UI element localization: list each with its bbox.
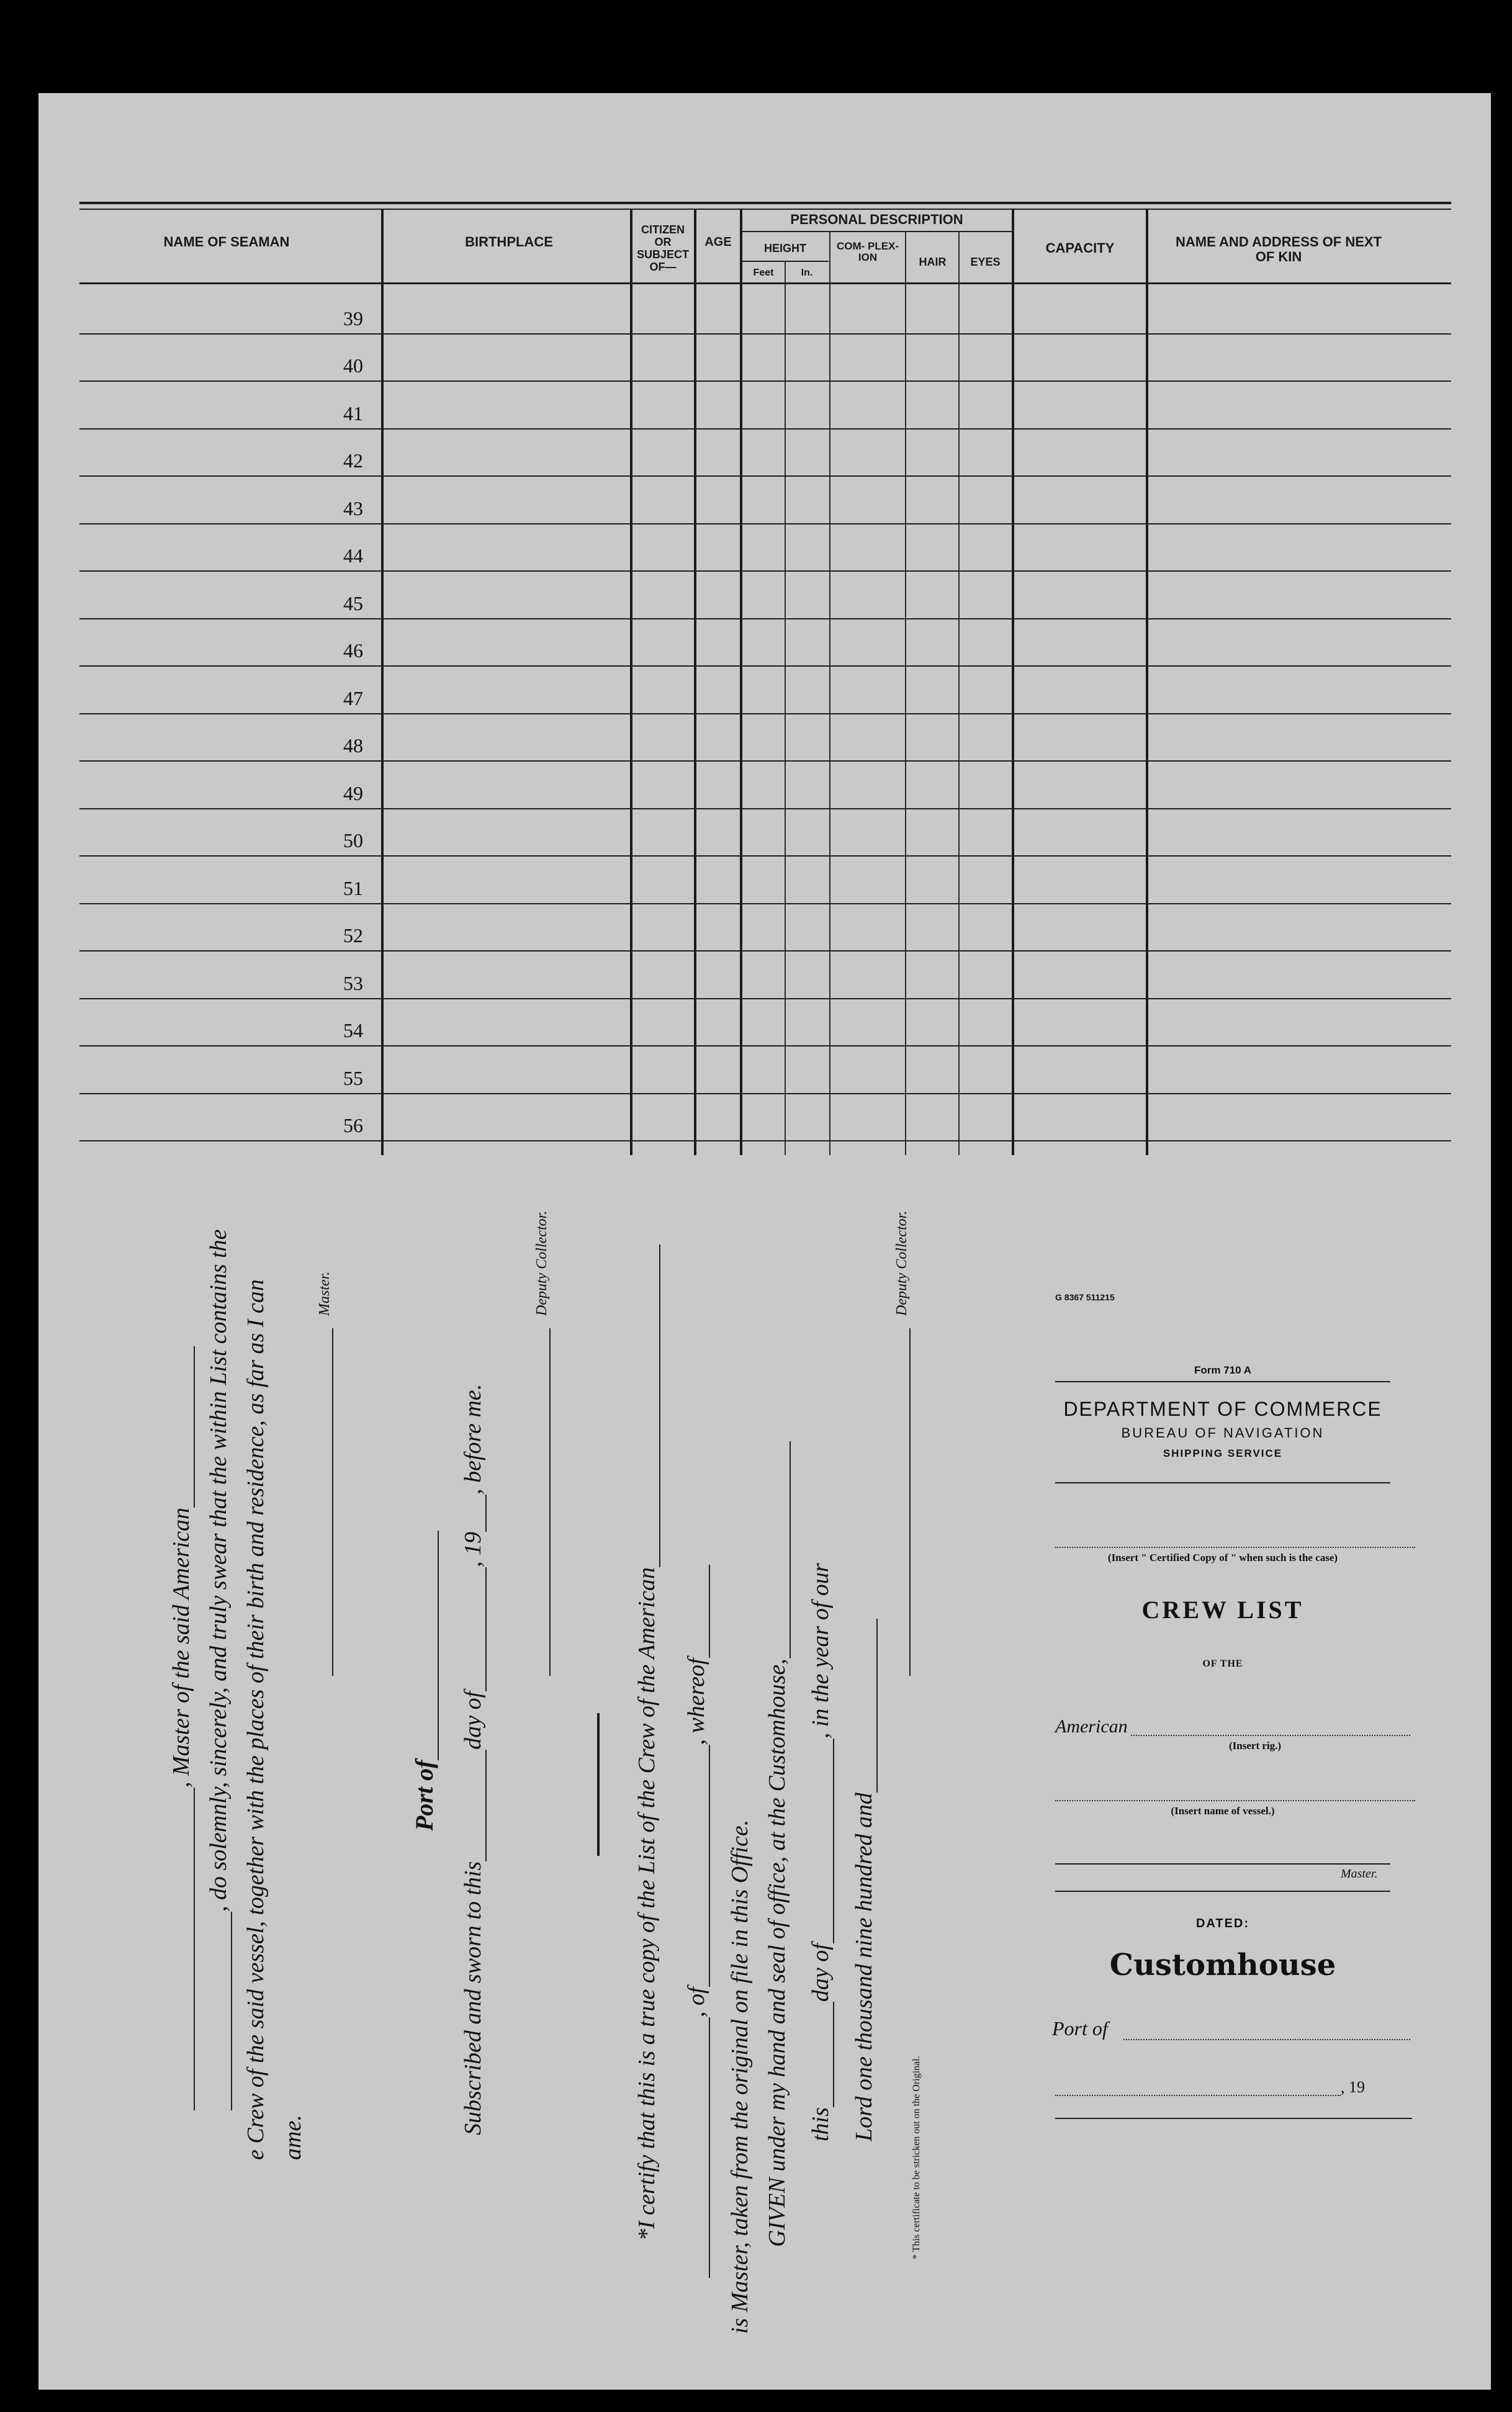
col-divider: [785, 261, 786, 1155]
customhouse-title: Customhouse: [1109, 1948, 1336, 1982]
table-row: [79, 333, 1451, 335]
header-capacity: CAPACITY: [1045, 240, 1115, 256]
table-row: [79, 903, 1451, 904]
cert-text-3: is Master, taken from the original on file in this Office.: [727, 1819, 753, 2334]
row-number: 44: [343, 544, 363, 567]
form-rule: [1055, 1381, 1390, 1382]
row-number: 46: [343, 639, 363, 662]
subscribed-text: Subscribed and sworn to this: [460, 1861, 486, 2135]
table-top-rule-2: [79, 209, 1451, 210]
dated-label: DATED:: [1195, 1917, 1250, 1930]
cert-text-5: this: [808, 2107, 834, 2141]
col-divider: [829, 231, 830, 1155]
header-name: NAME OF SEAMAN: [163, 234, 290, 250]
row-number: 55: [343, 1066, 363, 1089]
port-line[interactable]: [1123, 2039, 1410, 2040]
oath-text-1: , Master of the said American: [168, 1507, 194, 1788]
cert-text-2: , of: [683, 1987, 709, 2017]
oath-line-4: [279, 2115, 307, 2160]
oath-line-2: [205, 1230, 232, 2110]
row-number: 49: [343, 781, 363, 804]
row-number: 52: [343, 924, 363, 947]
cert-footnote: [911, 2056, 922, 2259]
row-number: 43: [343, 497, 363, 520]
day-of-text: day of: [460, 1691, 486, 1750]
row-number: 40: [343, 354, 363, 377]
insert-certified-note: (Insert " Certified Copy of " when such is the case): [1107, 1552, 1338, 1564]
table-row: [79, 808, 1451, 809]
table-row: [79, 1045, 1451, 1046]
before-me-text: , before me.: [460, 1384, 486, 1495]
cert-text-6: Lord one thousand nine hundred and: [851, 1793, 877, 2141]
oath-text-3: e Crew of the said vessel, together with the places of their birth and residence, as far as I can: [243, 1279, 269, 2160]
table-row: [79, 760, 1451, 762]
col-divider: [958, 231, 960, 1155]
oath-line-1: [168, 1346, 195, 2110]
crew-list-title: CREW LIST: [1141, 1596, 1304, 1624]
cert-text-5b: day of: [808, 1943, 834, 2002]
row-number: 47: [343, 686, 363, 709]
row-number: 39: [343, 307, 363, 330]
cert-text-1: *I certify that this is a true copy of the List of the Crew of the American: [634, 1567, 660, 2241]
table-row: [79, 618, 1451, 619]
cover-nineteen: , 19: [1341, 2078, 1365, 2096]
separator-bar: [597, 1713, 600, 1856]
of-the: OF THE: [1202, 1658, 1243, 1669]
print-code: G 8367 511215: [1055, 1292, 1115, 1302]
master-rule: [1055, 1891, 1390, 1892]
vessel-name-line[interactable]: [1055, 1800, 1415, 1801]
table-row: [79, 475, 1451, 477]
cert-line-1: [633, 1244, 660, 2241]
row-number: 51: [343, 876, 363, 899]
table-row: [79, 1140, 1451, 1141]
header-feet: Feet: [753, 268, 774, 278]
col-divider: [381, 209, 384, 1155]
insert-name-note: (Insert name of vessel.): [1171, 1805, 1275, 1817]
footnote-text: * This certificate to be stricken out on the Original.: [911, 2056, 922, 2259]
oath-subscribed: [459, 1384, 487, 2135]
cert-line-6: [850, 1619, 878, 2141]
form-number: Form 710 A: [1194, 1364, 1251, 1376]
oath-text-4: ame.: [280, 2115, 306, 2160]
insert-rig-note: (Insert rig.): [1229, 1740, 1282, 1752]
row-number: 56: [343, 1114, 363, 1136]
table-row: [79, 428, 1451, 430]
master-line[interactable]: [1055, 1863, 1390, 1865]
cover-master-label: Master.: [1341, 1867, 1378, 1881]
bureau-title: BUREAU OF NAVIGATION: [1121, 1425, 1325, 1441]
header-height: HEIGHT: [763, 242, 806, 254]
col-divider: [905, 231, 906, 1155]
col-divider: [694, 209, 696, 1155]
oath-port-label: Port of: [410, 1760, 438, 1831]
header-birthplace: BIRTHPLACE: [465, 234, 553, 250]
table-row: [79, 998, 1451, 999]
table-row: [79, 523, 1451, 524]
header-age: AGE: [704, 235, 732, 249]
row-number: 42: [343, 449, 363, 472]
header-hair: HAIR: [919, 256, 947, 268]
table-header-bottom-rule: [79, 282, 1451, 284]
header-inches: In.: [801, 268, 813, 278]
port-of-label: Port of: [1052, 2017, 1108, 2040]
cert-text-5c: , in the year of our: [808, 1563, 834, 1739]
cover-bottom-rule: [1055, 2118, 1412, 2119]
row-number: 54: [343, 1019, 363, 1042]
oath-text-2: , do solemnly, sincerely, and truly swear that the within List contains the: [205, 1229, 232, 1912]
table-row: [79, 855, 1451, 857]
dept-title: DEPARTMENT OF COMMERCE: [1063, 1398, 1382, 1420]
cert-line-4: [763, 1441, 791, 2247]
oath-line-3: [242, 1279, 269, 2160]
nineteen-text: , 19: [460, 1531, 486, 1567]
american-label: American: [1055, 1716, 1128, 1737]
table-row: [79, 950, 1451, 952]
row-number: 50: [343, 829, 363, 852]
header-eyes: EYES: [970, 256, 1001, 268]
row-number: 53: [343, 971, 363, 994]
master-label: Master.: [317, 1271, 333, 1316]
row-number: 48: [343, 734, 363, 757]
header-complexion: COM- PLEX- ION: [836, 240, 899, 263]
cert-text-2b: , whereof: [683, 1658, 709, 1745]
table-top-rule: [79, 202, 1451, 204]
rig-line[interactable]: [1131, 1735, 1410, 1736]
dept-rule: [1055, 1482, 1390, 1483]
row-number: 45: [343, 592, 363, 614]
certified-copy-line[interactable]: [1055, 1547, 1415, 1548]
cert-line-3: [726, 1820, 754, 2334]
oath-port: [410, 1531, 439, 1831]
table-row: [79, 380, 1451, 382]
cert-line-5: [807, 1563, 834, 2141]
master-signature-line: [317, 1272, 333, 1676]
table-row: [79, 713, 1451, 714]
table-row: [79, 665, 1451, 667]
header-personal-description: PERSONAL DESCRIPTION: [790, 212, 963, 227]
col-divider: [1012, 209, 1014, 1155]
col-divider: [1146, 209, 1148, 1155]
cert-text-4: GIVEN under my hand and seal of office, at the Customhouse,: [764, 1658, 790, 2247]
deputy-signature-line: [534, 1211, 551, 1676]
header-next-of-kin: NAME AND ADDRESS OF NEXT OF KIN: [1175, 234, 1382, 264]
header-citizen: CITIZEN OR SUBJECT OF—: [636, 223, 689, 273]
col-divider: [740, 209, 742, 1155]
cert-deputy-line: [894, 1211, 911, 1676]
deputy-label: Deputy Collector.: [534, 1210, 550, 1316]
table-row: [79, 570, 1451, 572]
shipping-service: SHIPPING SERVICE: [1163, 1447, 1283, 1459]
table-row: [79, 1093, 1451, 1094]
row-number: 41: [343, 402, 363, 425]
date-line[interactable]: [1055, 2095, 1341, 2096]
cert-deputy-label: Deputy Collector.: [894, 1210, 910, 1316]
cert-line-2: [683, 1565, 710, 2278]
personal-underline: [742, 231, 1012, 232]
col-divider: [630, 209, 632, 1155]
